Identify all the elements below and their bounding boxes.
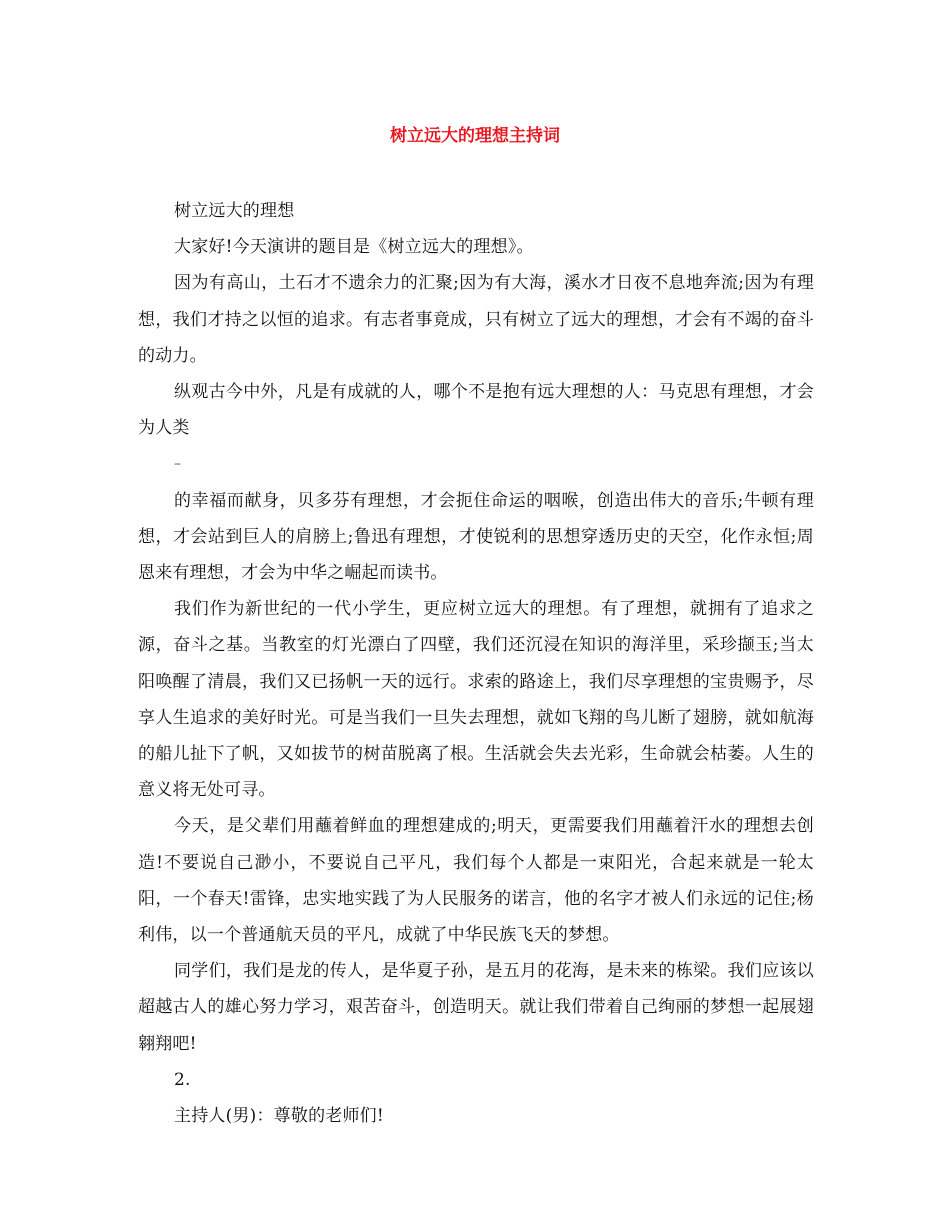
paragraph-heading: 树立远大的理想 [174, 201, 295, 221]
document-body [138, 193, 814, 1134]
paragraph: 因为有高山，土石才不遗余力的汇聚;因为有大海，溪水才日夜不息地奔流;因为有理想，我们才持之以恒的追求。有志者事竟成，只有树立了远大的理想，才会有不竭的奋斗的动力。 [138, 273, 814, 366]
paragraph-host-line: 主持人(男)：尊敬的老师们! [174, 1106, 384, 1127]
paragraph-greeting: 大家好!今天演讲的题目是《树立远大的理想》。 [174, 237, 534, 258]
paragraph: 的幸福而献身，贝多芬有理想，才会扼住命运的咽喉，创造出伟大的音乐;牛顿有理想，才会站到巨人的肩膀上;鲁迅有理想，才使锐利的思想穿透历史的天空，化作永恒;周恩来有理想，才会为中华之崛起而读书。 [138, 490, 814, 584]
section-number: 2. [174, 1069, 191, 1090]
paragraph: 今天，是父辈们用蘸着鲜血的理想建成的;明天，更需要我们用蘸着汗水的理想去创造!不要说自己渺小，不要说自己平凡，我们每个人都是一束阳光，合起来就是一轮太阳，一个春天!雷锋，忠实地实践了为人民服务的诺言，他的名字才被人们永远的记住;杨利伟，以一个普通航天员的平凡，成就了中华民族飞天的梦想。 [138, 816, 814, 946]
paragraph: 纵观古今中外，凡是有成就的人，哪个不是抱有远大理想的人：马克思有理想，才会为人类 [138, 382, 814, 439]
page-break-marker: – [174, 456, 182, 473]
paragraph: 我们作为新世纪的一代小学生，更应树立远大的理想。有了理想，就拥有了追求之源，奋斗之基。当教室的灯光漂白了四壁，我们还沉浸在知识的海洋里，采珍撷玉;当太阳唤醒了清晨，我们又已扬帆一天的远行。求索的路途上，我们尽享理想的宝贵赐予，尽享人生追求的美好时光。可是当我们一旦失去理想，就如飞翔的鸟儿断了翅膀，就如航海的船儿扯下了帆，又如拔节的树苗脱离了根。生活就会失去光彩，生命就会枯萎。人生的意义将无处可寻。 [138, 599, 814, 801]
document-title: 树立远大的理想主持词 [390, 126, 560, 146]
paragraph: 同学们，我们是龙的传人，是华夏子孙，是五月的花海，是未来的栋梁。我们应该以超越古人的雄心努力学习，艰苦奋斗，创造明天。就让我们带着自己绚丽的梦想一起展翅翱翔吧! [138, 961, 814, 1054]
